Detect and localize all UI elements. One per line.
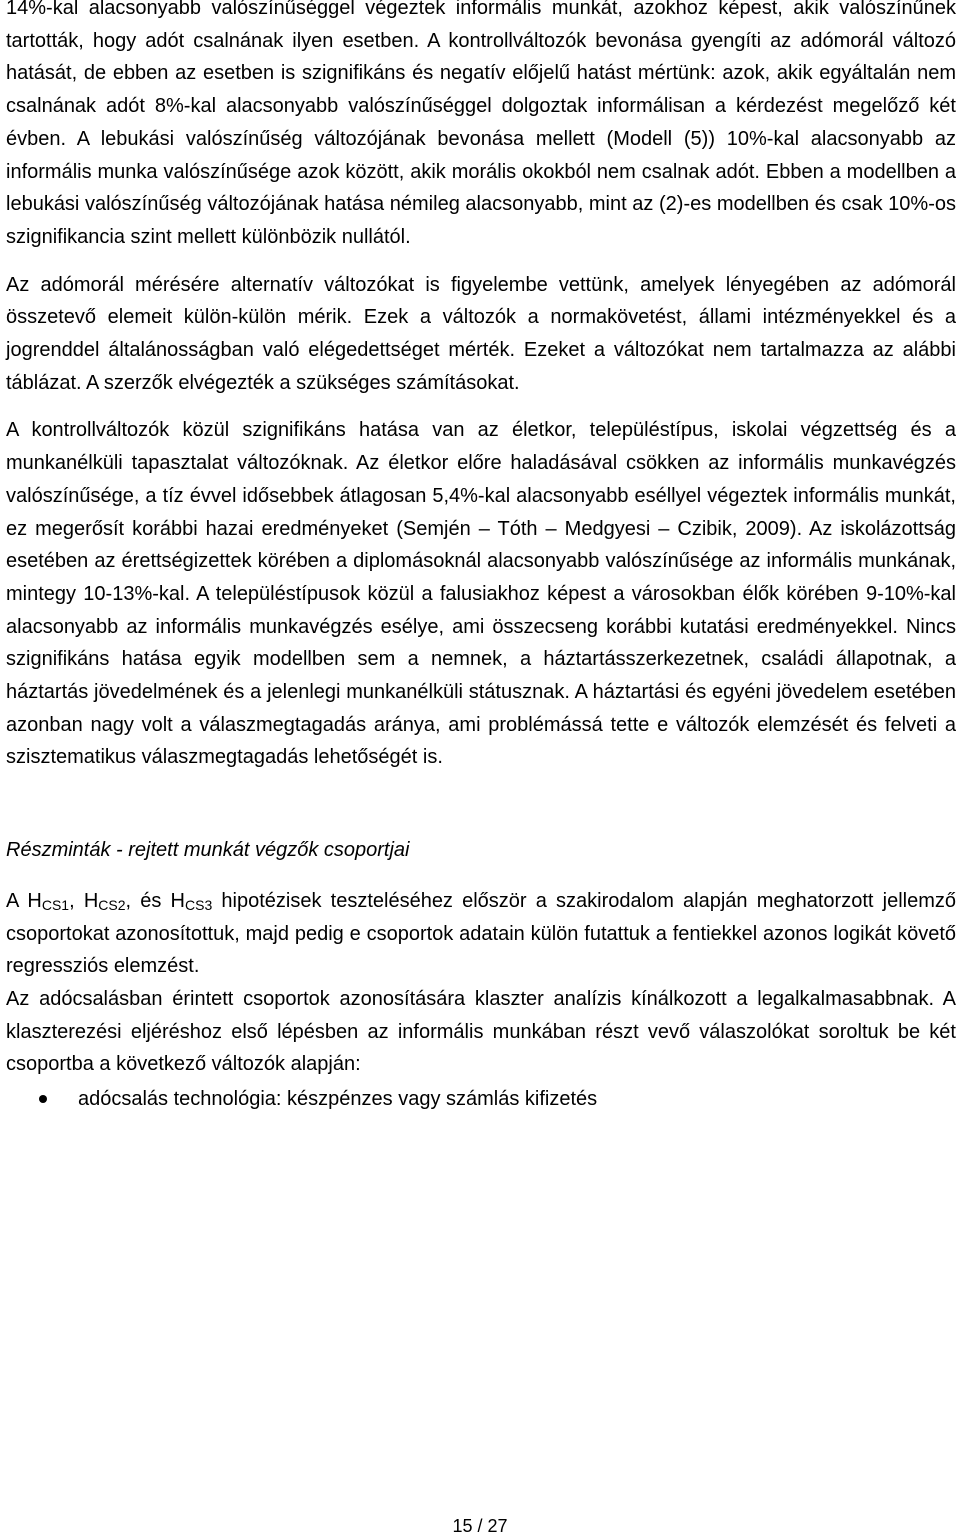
body-paragraph: 14%-kal alacsonyabb valószínűséggel végeztek informális munkát, azokhoz képest, akik valószínűnek tartották, hogy adót csalnának ilyen esetben. A kontrollváltozók bevonása gyengíti az adómorál változó hatását, de ebben az esetben is szignifikáns és negatív előjelű hatást mértünk: azok, akik egyáltalán nem csalnának adót 8%-kal alacsonyabb valószínűséggel dolgoztak informálisan a kérdezést megelőző két évben. A lebukási valószínűség változójának bevonása mellett (Modell (5)) 10%-kal alacsonyabb az informális munka valószínűsége azok között, akik morális okokból nem csalnak adót. Ebben a modellben a lebukási valószínűség változójának hatása némileg alacsonyabb, mint az (2)-es modellben és csak 10%-os szignifikancia szint mellett különbözik nullától. xyxy=(6,0,956,248)
subscript: CS1 xyxy=(41,896,70,913)
text-segment: , és H xyxy=(125,889,185,912)
body-paragraph: Az adócsalásban érintett csoportok azonosítására klaszter analízis kínálkozott a legalkalmasabbnak. A klaszterezési eljéréshoz első lépésben az informális munkában részt vevő válaszolókat soroltuk be két csoportba a következő változók alapján: xyxy=(6,987,956,1076)
subscript: CS2 xyxy=(98,896,126,913)
section-subheading: Részminták - rejtett munkát végzők csoportjai xyxy=(6,839,410,862)
hypothesis-paragraph xyxy=(6,885,956,983)
body-paragraph: A kontrollváltozók közül szignifikáns hatása van az életkor, településtípus, iskolai végzettség és a munkanélküli tapasztalat változóknak. Az életkor előre haladásával csökken az informális munkavégzés valószínűsége, a tíz évvel idősebbek átlagosan 5,4%-kal alacsonyabb eséllyel végeztek informális munkát, ez megerősít korábbi hazai eredményeket (Semjén – Tóth – Medgyesi – Czibik, 2009). Az iskolázottság esetében az érettségizettek körében a diplomásoknál alacsonyabb valószínűsége az informális munkának, mintegy 10-13%-kal. A településtípusok közül a falusiakhoz képest a városokban élők körében 9-10%-kal alacsonyabb az informális munkavégzés esélye, ami összecseng korábbi kutatási eredményekkel. Nincs szignifikáns hatása egyik modellben sem a nemnek, a háztartásszerkezetnek, családi állapotnak, a háztartás jövedelmének és a jelenlegi munkanélküli státusznak. A háztartási és egyéni jövedelem esetében azonban nagy volt a válaszmegtagadás aránya, ami problémássá tette e változók elemzését és felveti a szisztematikus válaszmegtagadás lehetőségét is. xyxy=(6,419,956,769)
text-segment: A H xyxy=(6,889,42,912)
document-page xyxy=(6,0,956,1116)
body-paragraph: Az adómorál mérésére alternatív változókat is figyelembe vettünk, amelyek lényegében az adómorál összetevő elemeit külön-külön mérik. Ezek a változók a normakövetést, állami intézményekkel és a jogrenddel általánosságban való elégedettséget mérték. Ezeket a változókat nem tartalmazza az alábbi táblázat. A szerzők elvégezték a szükséges számításokat. xyxy=(6,273,956,394)
list-item-text: adócsalás technológia: készpénzes vagy számlás kifizetés xyxy=(78,1088,598,1111)
bullet-icon xyxy=(39,1095,47,1103)
bullet-list xyxy=(6,1083,956,1116)
list-item xyxy=(6,1083,956,1116)
page-number: 15 / 27 xyxy=(452,1516,508,1536)
text-segment: , H xyxy=(69,889,99,912)
text-segment: hipotézisek teszteléséhez először a szakirodalom alapján meghatorzott jellemző csoportokat azonosítottuk, majd pedig e csoportok adatain külön futattuk a fentiekkel azonos logikát követő regressziós elemzést. xyxy=(6,889,956,978)
subscript: CS3 xyxy=(185,896,213,913)
